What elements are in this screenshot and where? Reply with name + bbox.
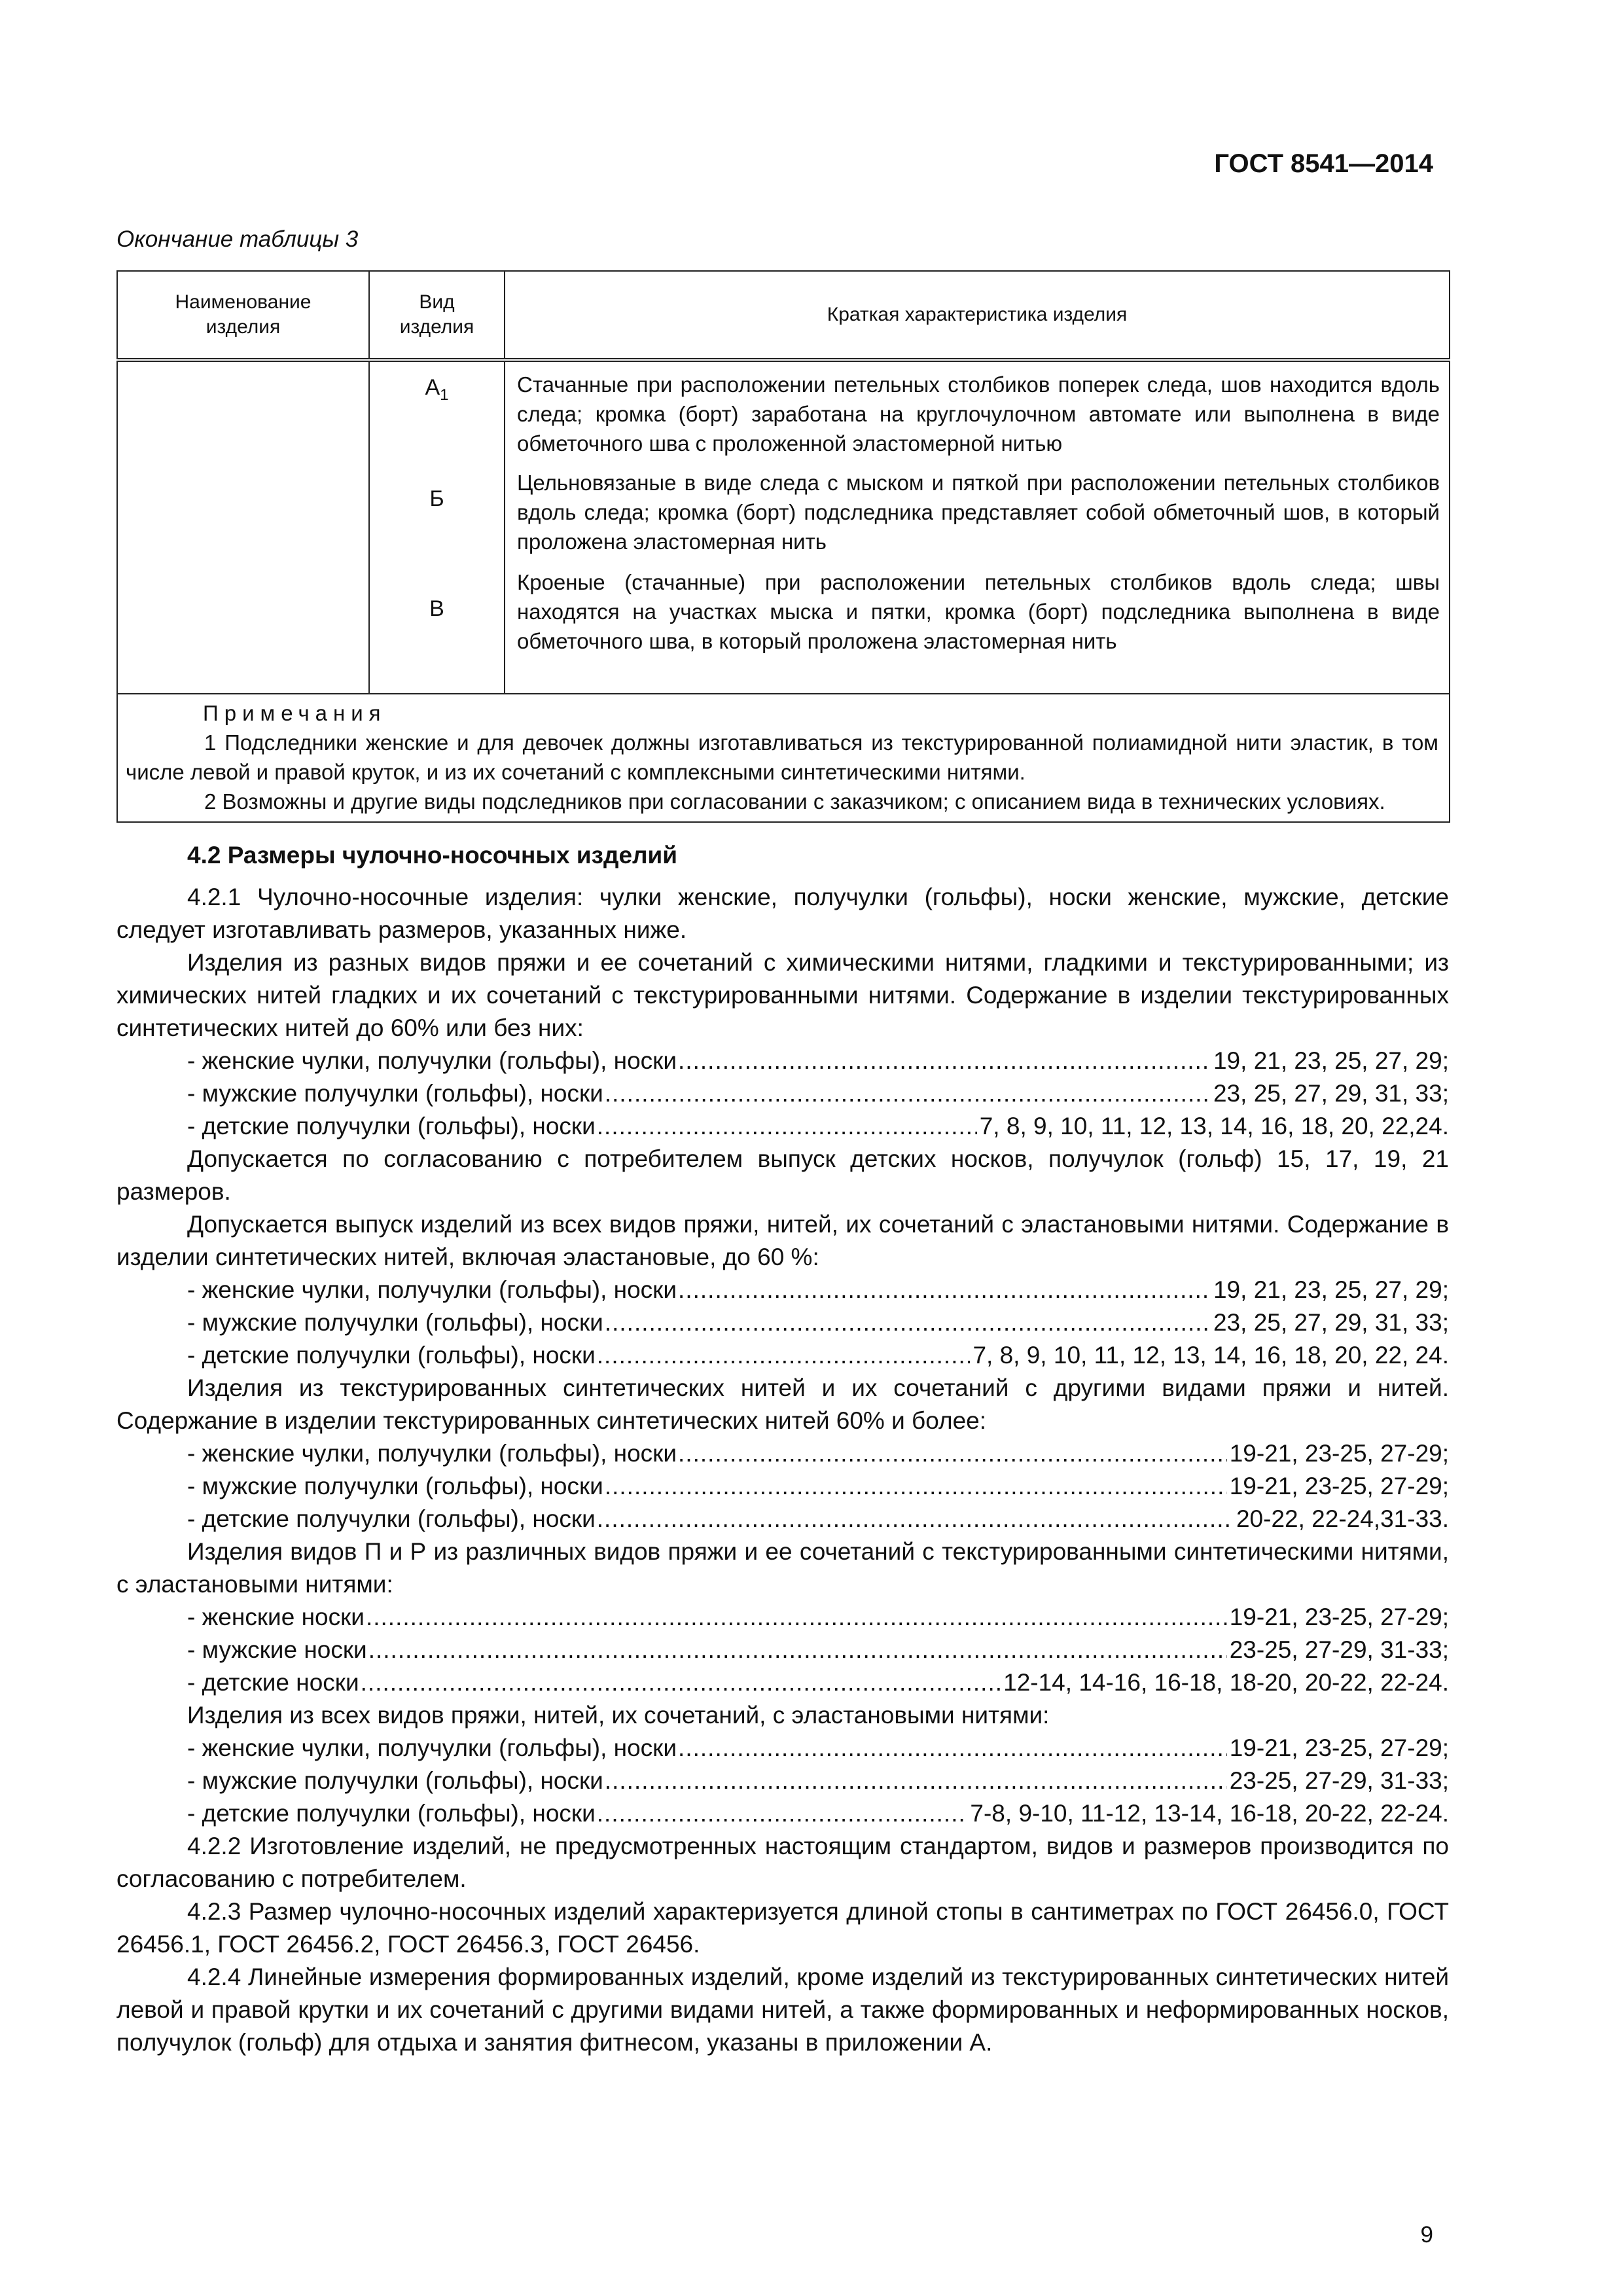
note-2: 2 Возможны и другие виды подследников при согласовании с заказчиком; с описанием вида в технических условиях. bbox=[204, 789, 1385, 814]
description-cell bbox=[505, 360, 1450, 694]
table-caption: Окончание таблицы 3 bbox=[116, 226, 359, 252]
list-item: - женские чулки, получулки (гольфы), носки ..... 19, 21, 23, 25, 27, 29; bbox=[116, 1045, 1449, 1077]
paragraph: Изделия из текстурированных синтетических нитей и их сочетаний с другими видами пряжи и нитей. Содержание в изделии текстурированных синтетических нитей 60% и более: bbox=[116, 1374, 1449, 1434]
paragraph: 4.2.2 Изготовление изделий, не предусмотренных настоящим стандартом, видов и размеров производится по согласованию с потребителем. bbox=[116, 1833, 1449, 1892]
kind-a1: $А_1$ bbox=[425, 375, 449, 404]
column-header-name: Наименование изделия bbox=[117, 271, 369, 360]
list-item: - мужские получулки (гольфы), носки ..... 23, 25, 27, 29, 31, 33; bbox=[116, 1306, 1449, 1339]
paragraph: 4.2.4 Линейные измерения формированных изделий, кроме изделий из текстурированных синтетических нитей левой и правой крутки и их сочетаний с другими видами нитей, а также формированных и неформированных носков, получулок (гольф) для отдыха и занятия фитнесом, указаны в приложении А. bbox=[116, 1964, 1449, 2056]
list-item: - женские чулки, получулки (гольфы), носки ..... 19-21, 23-25, 27-29; bbox=[116, 1732, 1449, 1765]
list-item: - детские получулки (гольфы), носки ..... 7, 8, 9, 10, 11, 12, 13, 14, 16, 18, 20, 22, 24. bbox=[116, 1339, 1449, 1372]
standard-number: ГОСТ 8541—2014 bbox=[1214, 149, 1433, 178]
section-heading: 4.2 Размеры чулочно-носочных изделий bbox=[187, 842, 678, 869]
paragraph: Допускается по согласованию с потребителем выпуск детских носков, получулок (гольф) 15, 17, 19, 21 размеров. bbox=[116, 1145, 1449, 1205]
description-b: Цельновязаные в виде следа с мыском и пяткой при расположении петельных столбиков вдоль следа; кромка (борт) подследника представляет собой обметочный шов, в который проложена эластомерная нить bbox=[517, 471, 1440, 554]
list-item: - детские получулки (гольфы), носки ..... 7, 8, 9, 10, 11, 12, 13, 14, 16, 18, 20, 22,24. bbox=[116, 1110, 1449, 1143]
note-1: 1 Подследники женские и для девочек должны изготавливаться из текстурированной полиамидной нити эластик, в том числе левой и правой круток, и из их сочетаний с комплексными синтетическими нитями. bbox=[126, 730, 1438, 784]
paragraph: Изделия видов П и Р из различных видов пряжи и ее сочетаний с текстурированными синтетическими нитями, с эластановыми нитями: bbox=[116, 1538, 1449, 1598]
list-item: - мужские получулки (гольфы), носки ..... 23, 25, 27, 29, 31, 33; bbox=[116, 1077, 1449, 1110]
notes-title: Примечания bbox=[203, 701, 387, 725]
list-item: - женские чулки, получулки (гольфы), носки ..... 19-21, 23-25, 27-29; bbox=[116, 1437, 1449, 1470]
list-item: - мужские получулки (гольфы), носки ..... 19-21, 23-25, 27-29; bbox=[116, 1470, 1449, 1503]
kind-b: Б bbox=[429, 486, 444, 511]
column-header-kind: Вид изделия bbox=[369, 271, 505, 360]
paragraph: Допускается выпуск изделий из всех видов пряжи, нитей, их сочетаний с эластановыми нитями. Содержание в изделии синтетических нитей, включая эластановые, до 60 %: bbox=[116, 1211, 1449, 1270]
list-item: - детские получулки (гольфы), носки ..... 20-22, 22-24,31-33. bbox=[116, 1503, 1449, 1535]
paragraph: 4.2.3 Размер чулочно-носочных изделий характеризуется длиной стопы в сантиметрах по ГОСТ 26456.0, ГОСТ 26456.1, ГОСТ 26456.2, ГОСТ 26456.3, ГОСТ 26456. bbox=[116, 1898, 1449, 1958]
paragraph: 4.2.1 Чулочно-носочные изделия: чулки женские, получулки (гольфы), носки женские, мужские, детские следует изготавливать размеров, указанных ниже. bbox=[116, 884, 1449, 943]
name-cell bbox=[117, 360, 369, 694]
paragraph: Изделия из всех видов пряжи, нитей, их сочетаний, с эластановыми нитями: bbox=[187, 1702, 1050, 1729]
list-item: - детские получулки (гольфы), носки ..... 7-8, 9-10, 11-12, 13-14, 16-18, 20-22, 22-24. bbox=[116, 1797, 1449, 1830]
description-a1: Стачанные при расположении петельных столбиков поперек следа, шов находится вдоль следа; кромка (борт) заработана на круглочулочном автомате или выполнена в виде обметочного шва с проложенной эластомерной нитью bbox=[517, 372, 1440, 456]
kind-cell bbox=[369, 360, 505, 694]
description-v: Кроеные (стачанные) при расположении петельных столбиков вдоль следа; швы находятся на участках мыска и пятки, кромка (борт) подследника выполнена в виде обметочного шва, в который проложена эластомерная нить bbox=[517, 570, 1440, 653]
list-item: - мужские носки ..... 23-25, 27-29, 31-33; bbox=[116, 1634, 1449, 1666]
paragraph: Изделия из разных видов пряжи и ее сочетаний с химическими нитями, гладкими и текстурированными; из химических нитей гладких и их сочетаний с текстурированными нитями. Содержание в изделии текстурированных синтетических нитей до 60% или без них: bbox=[116, 949, 1449, 1041]
table-notes bbox=[117, 694, 1450, 822]
kind-v: В bbox=[429, 596, 444, 621]
section-4-2 bbox=[116, 839, 1449, 2059]
page-number: 9 bbox=[1420, 2222, 1433, 2248]
list-item: - детские носки ..... 12-14, 14-16, 16-18, 18-20, 20-22, 22-24. bbox=[116, 1666, 1449, 1699]
table-3 bbox=[116, 270, 1450, 823]
list-item: - мужские получулки (гольфы), носки ..... 23-25, 27-29, 31-33; bbox=[116, 1765, 1449, 1797]
list-item: - женские носки ..... 19-21, 23-25, 27-29; bbox=[116, 1601, 1449, 1634]
column-header-description: Краткая характеристика изделия bbox=[505, 271, 1450, 360]
list-item: - женские чулки, получулки (гольфы), носки ..... 19, 21, 23, 25, 27, 29; bbox=[116, 1274, 1449, 1306]
